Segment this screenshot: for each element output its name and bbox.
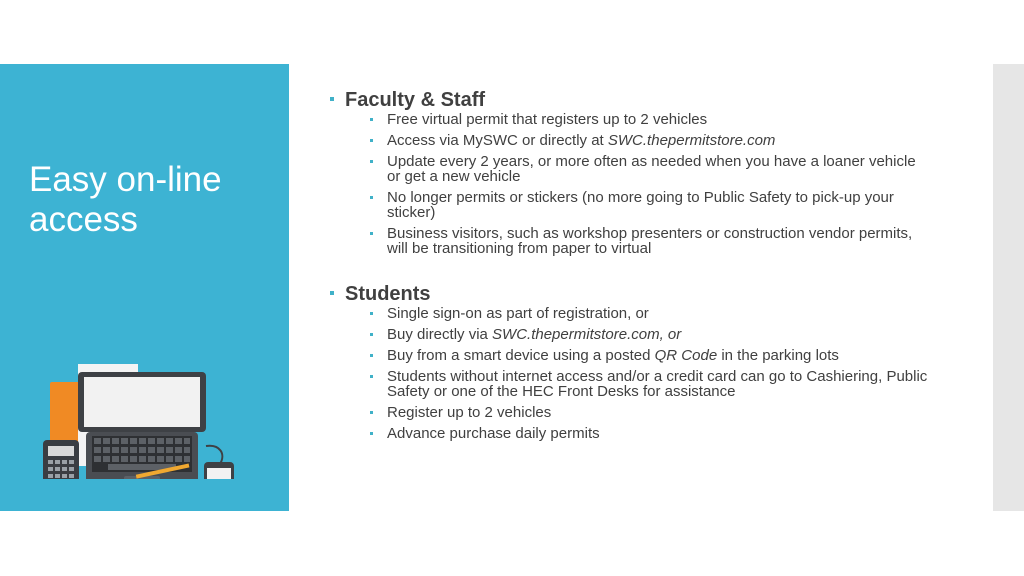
bullet-icon: [370, 354, 373, 357]
permit-store-link[interactable]: SWC.thepermitstore.com: [607, 132, 776, 149]
bullet-icon: [370, 432, 373, 435]
slide-title: Easy on-line access: [29, 160, 222, 239]
bullet-icon: [330, 97, 334, 101]
list-item: Access via MySWC or directly at SWC.thepermitstore.com: [367, 133, 930, 148]
qr-code-text: QR Code: [654, 347, 718, 364]
bullet-icon: [370, 312, 373, 315]
list-item: Advance purchase daily permits: [367, 426, 930, 441]
list-item: Register up to 2 vehicles: [367, 405, 930, 420]
list-item: Buy from a smart device using a posted QR Code in the parking lots: [367, 348, 930, 363]
bullet-icon: [370, 375, 373, 378]
right-edge-strip: [993, 64, 1024, 511]
bullet-list: [367, 306, 930, 441]
list-item: Students without internet access and/or a credit card can go to Cashiering, Public Safety or one of the HEC Front Desks for assistance: [367, 369, 930, 399]
bullet-icon: [370, 232, 373, 235]
bullet-list: [367, 112, 930, 256]
section-title: Students: [345, 283, 431, 305]
section-students: [330, 282, 930, 441]
laptop-icon: [78, 372, 206, 479]
bullet-icon: [370, 196, 373, 199]
bullet-icon: [370, 139, 373, 142]
list-item: No longer permits or stickers (no more going to Public Safety to pick-up your sticker): [367, 190, 930, 220]
smartphone-icon: [204, 462, 234, 479]
section-title: Faculty & Staff: [345, 89, 486, 111]
permit-store-link[interactable]: SWC.thepermitstore.com: [492, 326, 660, 343]
section-heading: [330, 88, 930, 112]
content-area: [330, 88, 930, 447]
section-faculty-staff: [330, 88, 930, 256]
bullet-icon: [370, 333, 373, 336]
bullet-icon: [370, 160, 373, 163]
list-item: Free virtual permit that registers up to 2 vehicles: [367, 112, 930, 127]
list-item: Update every 2 years, or more often as needed when you have a loaner vehicle or get a new vehicle: [367, 154, 930, 184]
list-item: Single sign-on as part of registration, or: [367, 306, 930, 321]
bullet-icon: [330, 291, 334, 295]
laptop-illustration: [40, 304, 260, 479]
calculator-icon: [43, 440, 79, 479]
list-item: Business visitors, such as workshop presenters or construction vendor permits, will be transitioning from paper to virtual: [367, 226, 930, 256]
list-item: Buy directly via SWC.thepermitstore.com, or: [367, 327, 930, 342]
section-heading: [330, 282, 930, 306]
title-panel: [0, 64, 289, 511]
bullet-icon: [370, 411, 373, 414]
bullet-icon: [370, 118, 373, 121]
